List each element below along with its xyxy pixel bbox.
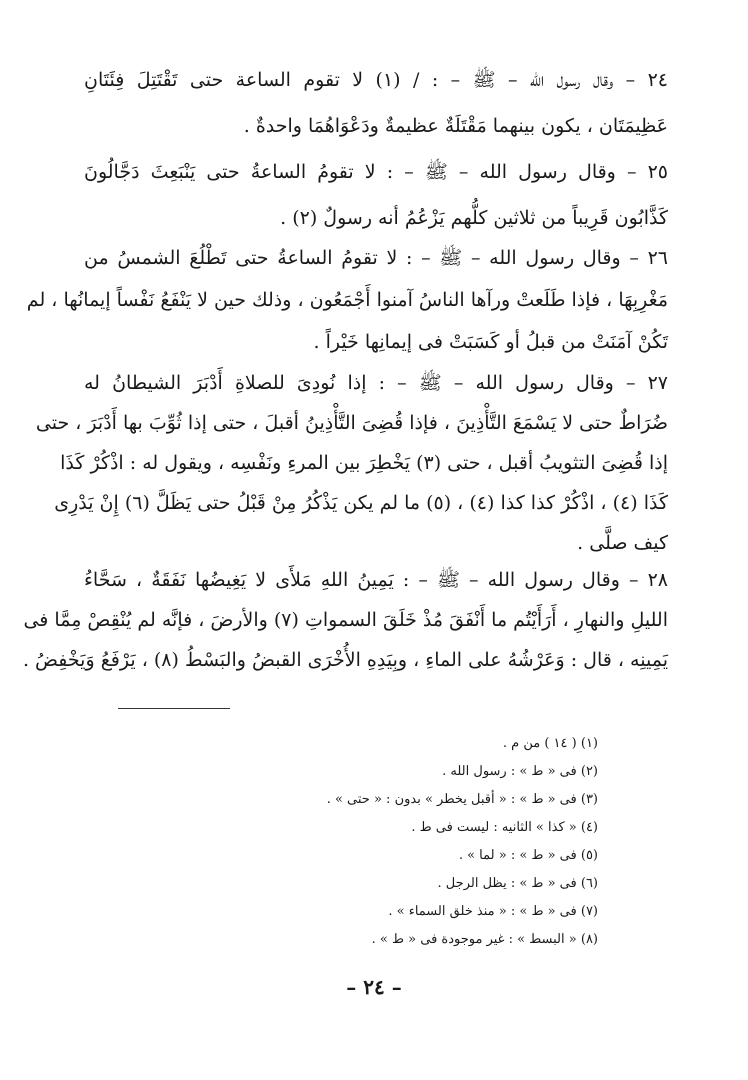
footnote-6: (٦) فى « ط » : يظل الرجل . xyxy=(437,876,598,891)
hadith-line: تَكُنْ آمَنَتْ من قبلُ أو كَسَبَتْ فى إيمانِها خَيْراً . xyxy=(313,331,668,353)
hadith-line: ضُرَاطٌ حتى لا يَسْمَعَ التَّأْذِينَ ، فإذا قُضِىَ التَّأْذِينُ أقبلَ ، حتى إذا ثُوِّبَ بها أَدْبَرَ ، حتى xyxy=(35,412,668,434)
hadith-line: مَغْرِبِهَا ، فإذا طَلَعتْ ورآها الناسُ آمنوا أَجْمَعُون ، وذلك حين لا يَنْفَعُ نَفْساً إيمانُها ، لم xyxy=(26,289,668,311)
footnote-1: (١) ( ١٤ ) من م . xyxy=(502,736,598,751)
hadith-line: ٢٧ – وقال رسول الله – ﷺ – : إذا نُودِىَ للصلاةِ أَدْبَرَ الشيطانُ له xyxy=(84,372,668,394)
footnote-4: (٤) « كذا » الثانيه : ليست فى ط . xyxy=(411,820,598,835)
hadith-line: كَذَا (٤) ، اذْكُرْ كذا كذا (٤) ، (٥) ما لم يكن يَذْكُرُ مِنْ قَبْلُ حتى يَظَلَّ (٦) إِنْ يَدْرِى xyxy=(54,492,668,514)
hadith-line: كيف صلَّى . xyxy=(577,532,668,554)
footnote-2: (٢) فى « ط » : رسول الله . xyxy=(442,764,598,779)
footnote-5: (٥) فى « ط » : « لما » . xyxy=(458,848,598,863)
footnote-3: (٣) فى « ط » : « أقبل يخطر » بدون : « حتى » . xyxy=(326,792,598,807)
hadith-line: عَظِيمَتَان ، يكون بينهما مَقْتَلَةٌ عظيمةٌ ودَعْوَاهُمَا واحدةٌ . xyxy=(243,115,668,137)
hadith-line: ٢٤ – وقال رسول الله – ﷺ – : / (١) لا تقوم الساعة حتى تَقْتَتِلَ فِئَتَانِ xyxy=(84,69,668,91)
page-number: – ٢٤ – xyxy=(346,975,402,999)
footnote-8: (٨) « البسط » : غير موجودة فى « ط » . xyxy=(371,932,598,947)
hadith-line: ٢٨ – وقال رسول الله – ﷺ – : يَمِينُ اللهِ مَلأَى لا يَغِيضُها نَفَقَةٌ ، سَحَّاءُ xyxy=(84,569,668,591)
hadith-line: الليلِ والنهارِ ، أَرَأَيْتُم ما أَنْفَقَ مُذْ خَلَقَ السمواتِ (٧) والأرضَ ، فإنَّه لم يُنْقِصْ مِمَّا فى xyxy=(23,609,668,631)
hadith-line: يَمِينِه ، قال : وَعَرْشُهُ على الماءِ ، وبِيَدِهِ الأُخْرَى القبضُ والبَسْطُ (٨) ، يَرْفَعُ وَيَخْفِضُ . xyxy=(22,649,668,671)
hadith-line: إذا قُضِىَ التثويبُ أقبل ، حتى (٣) يَخْطِرَ بين المرءِ ونَفْسِه ، ويقول له : اذْكُرْ كَذَا xyxy=(60,452,668,474)
footnote-separator xyxy=(118,708,230,709)
hadith-line: ٢٦ – وقال رسول الله – ﷺ – : لا تقومُ الساعةُ حتى تَطْلُعَ الشمسُ من xyxy=(84,247,668,269)
hadith-line: ٢٥ – وقال رسول الله – ﷺ – : لا تقومُ الساعةُ حتى يَنْبَعِثَ دَجَّالُونَ xyxy=(84,161,668,183)
footnote-7: (٧) فى « ط » : « منذ خلق السماء » . xyxy=(388,904,598,919)
hadith-line: كَذَّابُون قَرِيباً من ثلاثين كلُّهم يَزْعُمُ أنه رسولٌ (٢) . xyxy=(280,207,668,229)
